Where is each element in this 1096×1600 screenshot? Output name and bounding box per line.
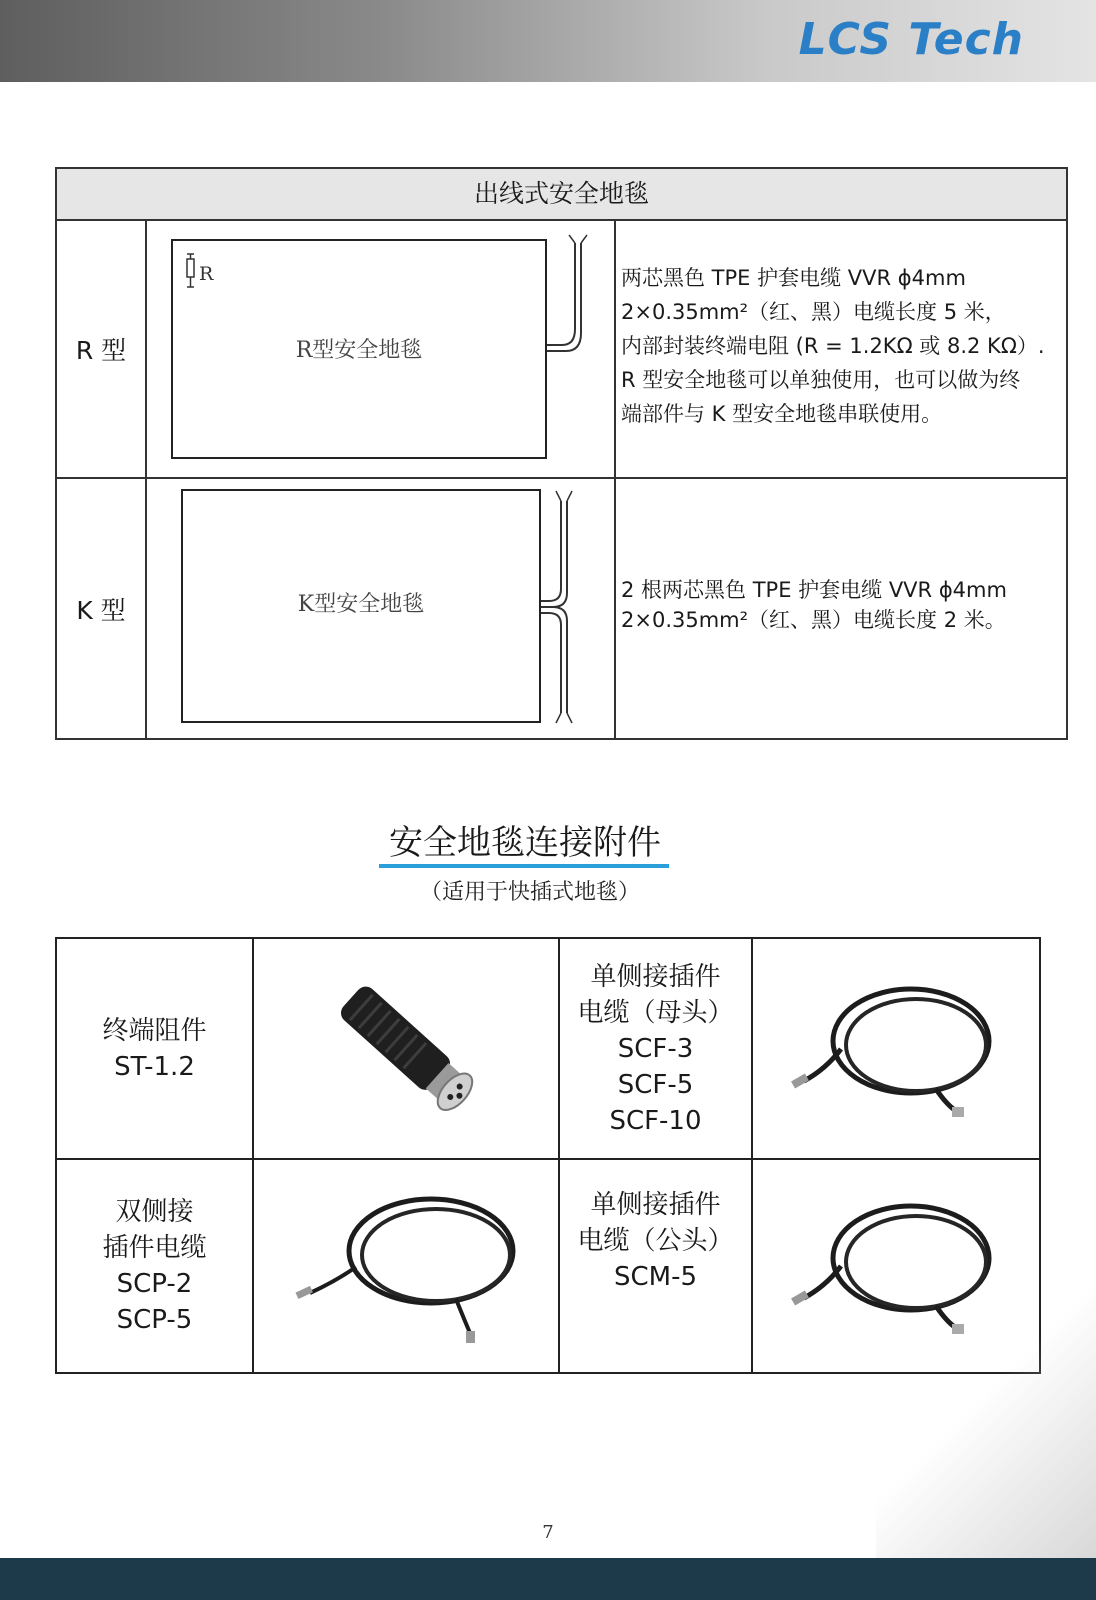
accessory-line: SCM-5 [613,1262,697,1292]
accessory-name-cell [560,1160,751,1372]
accessory-line: ST-1.2 [114,1051,195,1082]
accessory-name-cell [57,1160,252,1372]
page-header [0,0,1096,82]
coiled-cable-icon [286,1181,526,1351]
mat-diagram-label: R型安全地毯 [295,338,423,363]
cable-drawing [147,479,616,738]
accessory-line: SCP-5 [116,1305,193,1335]
accessory-line: 插件电缆 [102,1233,207,1263]
mat-diagram-label: K型安全地毯 [297,592,425,617]
desc-line: 端部件与 K 型安全地毯串联使用。 [621,402,943,426]
accessory-line: SCF-10 [609,1105,702,1136]
page-number: 7 [542,1522,554,1543]
accessory-line: SCP-2 [116,1269,193,1299]
terminal-plug-icon [306,954,506,1144]
desc-line: 2×0.35mm²（红、黑）电缆长度 2 米。 [621,608,1006,632]
section-subtitle: （适用于快插式地毯） [419,880,640,905]
table-row-r-type [57,221,1066,479]
desc-line: 2 根两芯黑色 TPE 护套电缆 VVR ϕ4mm [621,578,1007,602]
k-type-description [616,479,1066,738]
page-footer-bar [0,1558,1096,1600]
accessory-line: 电缆（公头） [577,1226,734,1256]
accessory-line: 单侧接插件 [590,1190,721,1220]
cable-mat-table [55,167,1068,740]
accessory-line: 双侧接 [115,1197,194,1227]
accessory-line: SCF-5 [617,1069,694,1100]
desc-line: 2×0.35mm²（红、黑）电缆长度 5 米， [621,300,1006,324]
section-title: 安全地毯连接附件 [389,823,661,863]
brand-logo: LCS Tech [798,14,1024,65]
r-type-description [616,221,1066,477]
accessory-line: 电缆（母头） [577,997,734,1028]
row-label: K 型 [57,479,147,738]
corner-shade [876,1270,1096,1558]
desc-line: R 型安全地毯可以单独使用，也可以做为终 [621,368,1021,392]
cable-drawing [147,221,616,479]
accessory-line: 终端阻件 [102,1015,207,1046]
title-underline [379,864,669,868]
table-title: 出线式安全地毯 [57,169,1066,221]
accessory-line: SCF-3 [617,1033,694,1064]
desc-line: 两芯黑色 TPE 护套电缆 VVR ϕ4mm [621,266,966,290]
desc-line: 内部封装终端电阻 (R = 1.2KΩ 或 8.2 KΩ）. [621,334,1045,358]
cable-image [753,939,1039,1158]
accessory-line: 单侧接插件 [590,961,721,992]
r-type-diagram [147,221,616,477]
terminal-plug-image [254,939,558,1158]
resistor-label: R [199,263,214,285]
table-row-k-type [57,479,1066,738]
cable-image [254,1160,558,1372]
k-type-diagram [147,479,616,738]
coiled-cable-icon [786,969,1006,1129]
accessory-name-cell [560,939,751,1158]
accessory-name-cell [57,939,252,1158]
row-label: R 型 [57,221,147,477]
